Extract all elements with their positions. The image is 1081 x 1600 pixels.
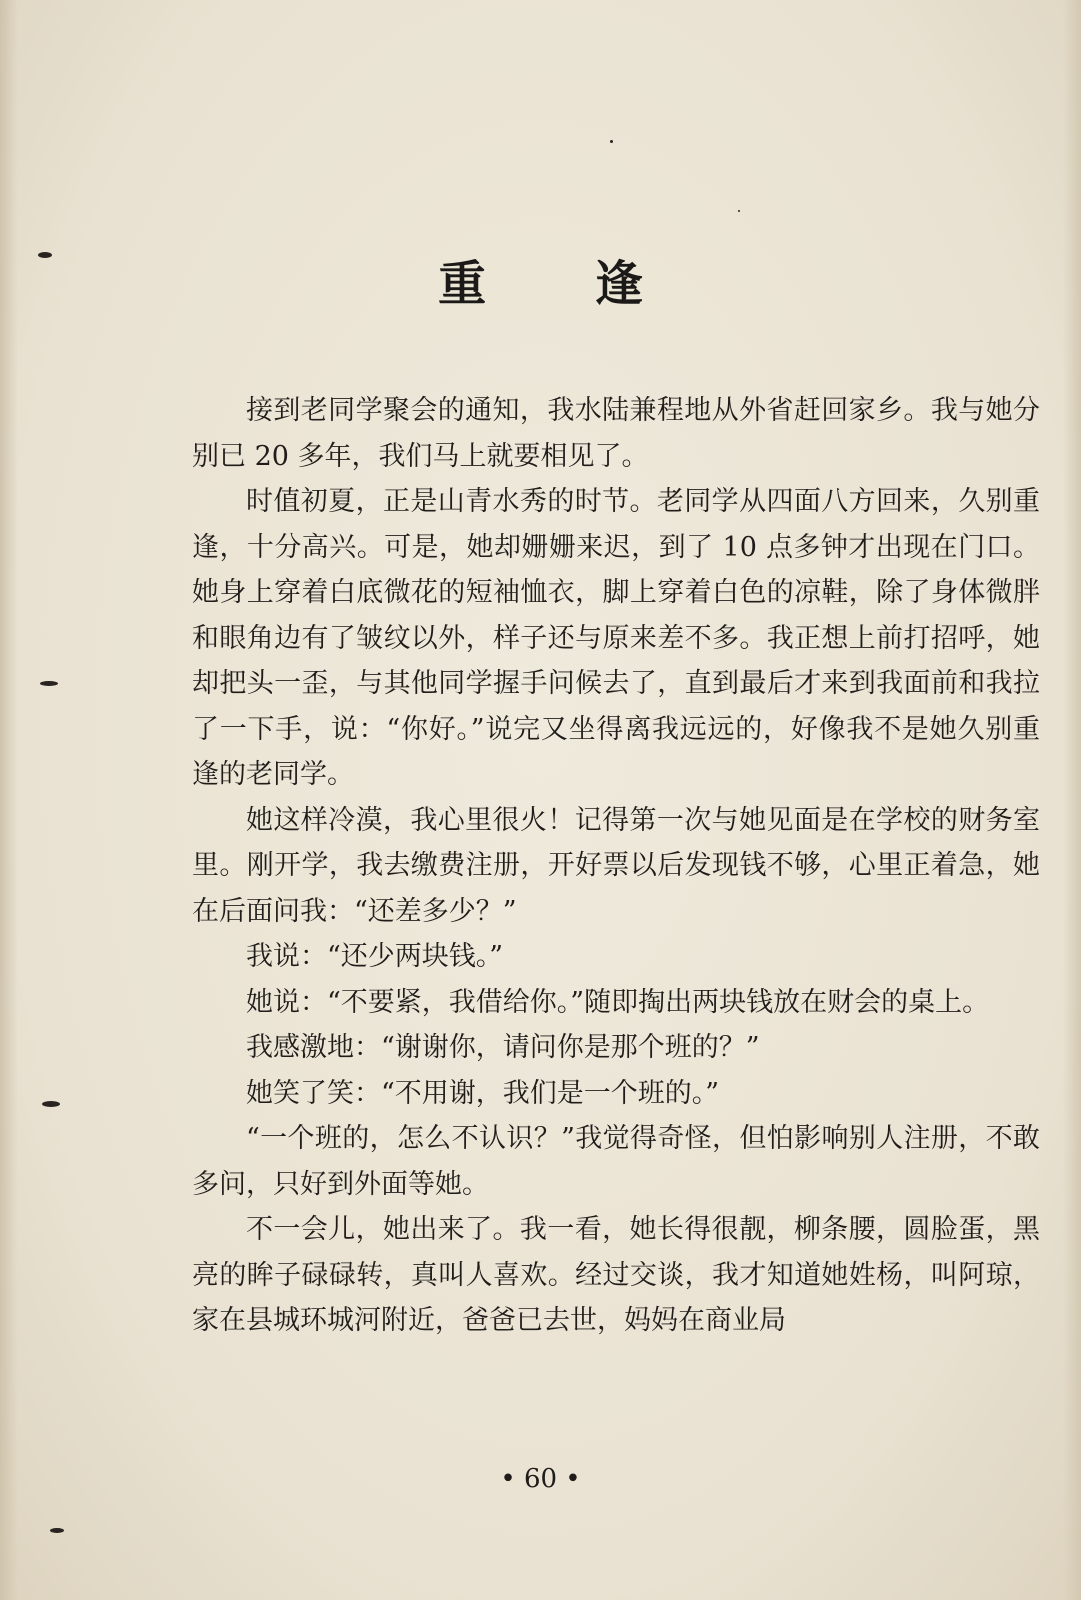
binding-hole-mark [50,1528,64,1533]
page-left-edge [0,0,18,1600]
body-text [192,388,1040,1344]
chapter-title: 重 逢 [438,256,689,312]
print-speck [738,210,740,212]
print-speck [610,140,613,143]
paragraph: “一个班的，怎么不认识？”我觉得奇怪，但怕影响别人注册，不敢多问，只好到外面等她。 [192,1123,1040,1200]
paragraph: 我感激地：“谢谢你，请问你是那个班的？” [246,1032,760,1063]
binding-hole-mark [42,1101,60,1107]
paragraph: 她笑了笑：“不用谢，我们是一个班的。” [246,1077,720,1109]
paragraph: 接到老同学聚会的通知，我水陆兼程地从外省赶回家乡。我与她分别已 20 多年，我们马上就要相见了。 [192,395,1040,472]
paragraph: 时值初夏，正是山青水秀的时节。老同学从四面八方回来，久别重逢，十分高兴。可是，她却姗姗来迟，到了 10 点多钟才出现在门口。她身上穿着白底微花的短袖恤衣，脚上穿着白色的凉鞋，除了身体微胖和眼角边有了皱纹以外，样子还与原来差不多。我正想上前打招呼，她却把头一歪，与其他同学握手问候去了，直到最后才来到我面前和我拉了一下手，说：“你好。”说完又坐得离我远远的，好像我不是她久别重逢的老同学。 [192,486,1040,790]
paragraph: 她这样冷漠，我心里很火！记得第一次与她见面是在学校的财务室里。刚开学，我去缴费注册，开好票以后发现钱不够，心里正着急，她在后面问我：“还差多少？” [192,804,1040,927]
paragraph: 不一会儿，她出来了。我一看，她长得很靓，柳条腰，圆脸蛋，黑亮的眸子碌碌转，真叫人喜欢。经过交谈，我才知道她姓杨，叫阿琼，家在县城环城河附近，爸爸已去世，妈妈在商业局 [192,1214,1040,1336]
page-number: • 60 • [500,1464,581,1494]
page-right-edge [1063,0,1081,1600]
paragraph: 我说：“还少两块钱。” [246,941,504,972]
paragraph: 她说：“不要紧，我借给你。”随即掏出两块钱放在财会的桌上。 [246,986,990,1018]
binding-hole-mark [40,681,58,686]
